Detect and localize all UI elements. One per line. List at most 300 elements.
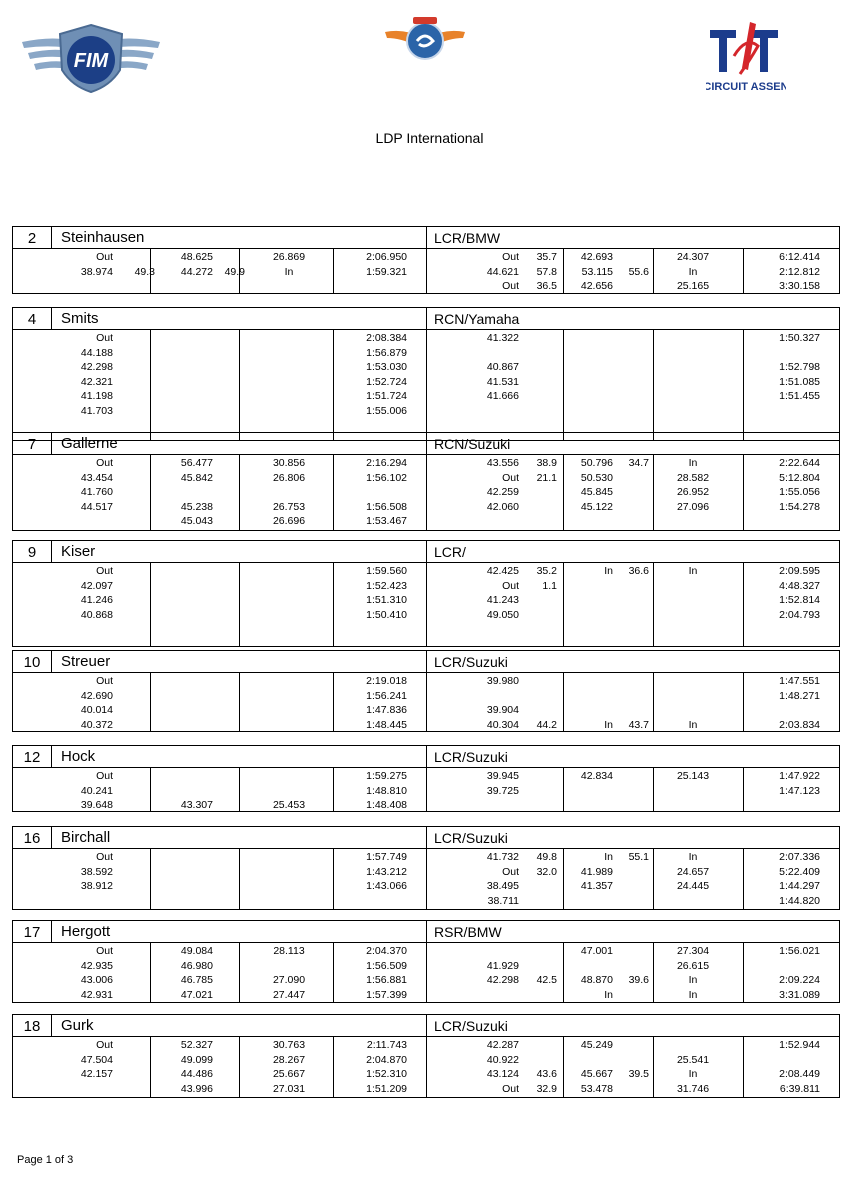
lap-cell: Out: [96, 675, 113, 687]
lap-cell: 1:56.879: [366, 346, 407, 359]
lap-cell: 28.267: [272, 1053, 306, 1066]
rider-number: 4: [13, 308, 52, 329]
lap-cell: 1:50.327: [779, 332, 820, 344]
lap-cell: 41.246: [80, 594, 113, 607]
lap-cell: 42.931: [80, 988, 113, 1001]
lap-cell: 1:57.399: [366, 988, 407, 1001]
lap-cell: 42.690: [80, 689, 113, 702]
page-title: LDP International: [375, 130, 484, 146]
lap-cell: 1:43.212: [366, 865, 407, 878]
lap-cell: In: [688, 1068, 698, 1081]
lap-cell: 1:57.749: [366, 851, 407, 863]
lap-cell: 42.834: [580, 770, 613, 782]
lap-cell: 42.5: [536, 974, 557, 987]
lap-cell: 25.143: [676, 770, 710, 782]
lap-cell: 47.504: [80, 1053, 113, 1066]
lap-cell: 55.6: [628, 265, 649, 278]
header-divider: [426, 921, 427, 942]
lap-cell: 2:11.743: [366, 1039, 407, 1051]
rider-header: [13, 308, 839, 330]
lap-cell: 1:52.798: [779, 361, 820, 374]
lap-cell: 42.298: [80, 361, 113, 374]
lap-row-right: [13, 608, 839, 622]
lap-table: [13, 1037, 839, 1097]
lap-cell: 42.157: [80, 1068, 113, 1081]
lap-row-right: [13, 718, 839, 732]
lap-cell: 42.656: [580, 280, 613, 293]
lap-cell: 3:31.089: [779, 988, 820, 1001]
rider-header: [13, 1015, 839, 1037]
lap-cell: 40.372: [80, 718, 113, 731]
lap-row-right: [13, 1082, 839, 1096]
rider-header: [13, 921, 839, 943]
lap-cell: 40.014: [80, 704, 113, 717]
lap-cell: 1:56.508: [366, 500, 407, 513]
lap-cell: 41.732: [486, 851, 519, 863]
lap-row-right: [13, 331, 839, 345]
rider-team: LCR/: [434, 544, 466, 560]
lap-cell: 43.6: [536, 1068, 557, 1081]
header-divider: [426, 433, 427, 454]
lap-cell: 32.9: [536, 1082, 557, 1095]
lap-cell: 1:56.509: [366, 959, 407, 972]
lap-cell: 38.912: [80, 880, 113, 893]
header-divider: [426, 541, 427, 562]
header-divider: [426, 1015, 427, 1036]
lap-table: [13, 249, 839, 293]
lap-cell: 25.165: [676, 280, 710, 293]
rider-name: Steinhausen: [61, 229, 145, 246]
header-divider: [426, 308, 427, 329]
lap-cell: 1:52.814: [779, 594, 820, 607]
lap-cell: 39.945: [486, 770, 519, 782]
lap-cell: 38.9: [536, 457, 557, 469]
lap-row-right: [13, 250, 839, 264]
rider-number: 9: [13, 541, 52, 562]
lap-cell: 39.980: [486, 675, 519, 687]
lap-row-right: [13, 579, 839, 593]
lap-row-right: [13, 850, 839, 864]
rider-team: LCR/BMW: [434, 230, 501, 246]
lap-cell: Out: [96, 457, 113, 469]
lap-cell: Out: [96, 770, 113, 782]
lap-row-right: [13, 346, 839, 360]
lap-cell: 45.043: [180, 515, 213, 528]
lap-cell: Out: [96, 565, 113, 577]
lap-cell: 35.2: [536, 565, 557, 577]
rider-header: [13, 433, 839, 455]
lap-cell: 44.272: [180, 265, 213, 278]
lap-cell: 1:44.297: [779, 880, 820, 893]
lap-cell: 34.7: [628, 457, 649, 469]
lap-cell: 1:48.271: [779, 689, 820, 702]
lap-cell: In: [604, 851, 613, 863]
lap-cell: Out: [502, 865, 519, 878]
lap-table: [13, 849, 839, 909]
lap-cell: 2:06.950: [366, 251, 407, 263]
lap-row-right: [13, 360, 839, 374]
lap-cell: In: [688, 718, 698, 731]
rider-number: 18: [13, 1015, 52, 1036]
lap-cell: 1:55.006: [366, 405, 407, 417]
header-divider: [426, 227, 427, 248]
rider-block: [12, 1014, 840, 1098]
lap-cell: Out: [502, 579, 519, 592]
lap-cell: 49.3: [134, 265, 155, 278]
lap-row-right: [13, 865, 839, 879]
lap-cell: 26.615: [676, 959, 710, 972]
lap-cell: 1:53.467: [366, 515, 407, 528]
lap-cell: 1:51.724: [366, 390, 407, 403]
lap-cell: 1:59.275: [366, 770, 407, 782]
lap-cell: 47.021: [180, 988, 213, 1001]
lap-cell: 40.867: [486, 361, 519, 374]
lap-cell: 45.238: [180, 500, 213, 513]
lap-cell: 49.050: [486, 608, 519, 621]
lap-row-right: [13, 456, 839, 470]
lap-table: [13, 673, 839, 731]
lap-cell: 43.996: [180, 1082, 213, 1095]
rider-name: Smits: [61, 310, 99, 327]
lap-cell: 45.249: [580, 1039, 613, 1051]
lap-cell: 28.582: [676, 471, 710, 484]
lap-cell: 49.8: [536, 851, 557, 863]
lap-cell: 2:03.834: [779, 718, 820, 731]
lap-cell: 45.122: [580, 500, 613, 513]
lap-cell: 42.321: [80, 375, 113, 388]
lap-cell: 24.445: [676, 880, 710, 893]
lap-cell: 1:52.944: [779, 1039, 820, 1051]
rider-name: Kiser: [61, 543, 96, 560]
rider-team: RCN/Yamaha: [434, 311, 520, 327]
lap-cell: In: [688, 457, 698, 469]
rider-team: LCR/Suzuki: [434, 749, 508, 765]
lap-cell: 56.477: [180, 457, 213, 469]
rider-header: [13, 541, 839, 563]
lap-cell: 1:52.724: [366, 375, 407, 388]
lap-cell: 32.0: [536, 865, 557, 878]
header-divider: [426, 746, 427, 767]
lap-cell: 25.453: [272, 799, 306, 812]
lap-cell: 38.711: [487, 894, 519, 907]
lap-cell: 40.922: [486, 1053, 519, 1066]
lap-cell: 1:47.922: [779, 770, 820, 782]
lap-cell: 43.124: [486, 1068, 519, 1081]
lap-cell: 2:08.384: [366, 332, 407, 344]
lap-cell: 1:48.445: [366, 718, 407, 731]
lap-cell: 42.935: [80, 959, 113, 972]
lap-cell: 41.666: [486, 390, 519, 403]
lap-cell: 1:48.408: [366, 799, 407, 812]
lap-row-left: [13, 404, 839, 418]
lap-cell: 5:12.804: [779, 471, 820, 484]
lap-cell: Out: [96, 851, 113, 863]
lap-row-right: [13, 894, 839, 908]
lap-row-right: [13, 689, 839, 703]
lap-row-right: [13, 375, 839, 389]
lap-cell: 40.241: [80, 784, 113, 797]
header-divider: [426, 827, 427, 848]
lap-cell: 38.974: [80, 265, 113, 278]
lap-cell: 1:55.056: [779, 486, 820, 499]
lap-cell: 44.486: [180, 1068, 213, 1081]
lap-cell: 1:47.123: [779, 784, 820, 797]
lap-cell: In: [688, 565, 698, 577]
lap-cell: 6:12.414: [779, 251, 820, 263]
lap-cell: 25.667: [272, 1068, 306, 1081]
lap-cell: Out: [96, 251, 113, 263]
lap-cell: 25.541: [676, 1053, 710, 1066]
rider-number: 16: [13, 827, 52, 848]
lap-cell: 27.304: [676, 945, 710, 957]
lap-cell: 47.001: [580, 945, 613, 957]
lap-row-left: [13, 798, 839, 812]
rider-block: [12, 432, 840, 531]
lap-cell: 4:48.327: [779, 579, 820, 592]
lap-cell: 1:56.881: [366, 974, 407, 987]
lap-cell: 41.198: [80, 390, 113, 403]
lap-cell: 44.621: [486, 265, 519, 278]
lap-cell: 1:56.102: [366, 471, 407, 484]
lap-cell: 2:22.644: [779, 457, 820, 469]
lap-cell: 1:47.836: [366, 704, 407, 717]
lap-cell: 24.657: [676, 865, 710, 878]
lap-cell: 46.785: [180, 974, 213, 987]
lap-row-right: [13, 703, 839, 717]
lap-row-right: [13, 769, 839, 783]
lap-cell: 28.113: [273, 945, 305, 957]
lap-cell: 1:43.066: [366, 880, 407, 893]
lap-cell: 1:48.810: [366, 784, 407, 797]
lap-row-right: [13, 1067, 839, 1081]
lap-table: [13, 330, 839, 440]
lap-cell: 2:04.870: [366, 1053, 407, 1066]
rider-block: [12, 745, 840, 812]
lap-cell: 1:52.423: [366, 579, 407, 592]
lap-cell: 41.760: [80, 486, 113, 499]
lap-cell: 2:09.595: [779, 565, 820, 577]
rider-name: Gallerne: [61, 435, 118, 452]
page-number: Page 1 of 3: [17, 1154, 74, 1166]
rider-team: LCR/Suzuki: [434, 830, 508, 846]
lap-cell: 26.806: [272, 471, 306, 484]
lap-cell: 41.531: [486, 375, 519, 388]
lap-cell: 42.693: [580, 251, 613, 263]
rider-number: 7: [13, 433, 52, 454]
rider-block: [12, 920, 840, 1003]
lap-row-right: [13, 973, 839, 987]
lap-cell: 43.307: [180, 799, 213, 812]
circuit-logo: [706, 16, 786, 102]
rider-team: RCN/Suzuki: [434, 436, 511, 452]
rider-name: Hergott: [61, 923, 111, 940]
lap-cell: 41.703: [80, 405, 113, 417]
rider-name: Hock: [61, 748, 96, 765]
lap-cell: Out: [96, 332, 113, 344]
lap-cell: 44.188: [80, 346, 113, 359]
lap-cell: 27.031: [272, 1082, 306, 1095]
lap-cell: 1:59.560: [366, 565, 407, 577]
lap-cell: 21.1: [536, 471, 557, 484]
lap-cell: 1:51.085: [779, 375, 820, 388]
lap-table: [13, 943, 839, 1002]
lap-cell: 49.084: [180, 945, 213, 957]
lap-cell: 46.980: [180, 959, 213, 972]
lap-table: [13, 455, 839, 530]
lap-cell: 42.060: [486, 500, 519, 513]
lap-cell: 27.090: [272, 974, 306, 987]
lap-row-right: [13, 959, 839, 973]
lap-cell: Out: [502, 280, 519, 293]
lap-cell: 2:19.018: [366, 675, 407, 687]
lap-cell: 41.322: [486, 332, 519, 344]
lap-row-right: [13, 784, 839, 798]
lap-row-right: [13, 944, 839, 958]
lap-cell: 43.556: [486, 457, 519, 469]
lap-cell: 38.592: [80, 865, 113, 878]
fim-logo: [20, 20, 162, 95]
fim-logo-text: FIM: [73, 50, 109, 72]
lap-row-right: [13, 879, 839, 893]
lap-cell: In: [604, 565, 613, 577]
lap-cell: Out: [96, 1039, 113, 1051]
rider-team: LCR/Suzuki: [434, 1018, 508, 1034]
lap-cell: Out: [502, 471, 519, 484]
lap-cell: 2:08.449: [779, 1068, 820, 1081]
lap-cell: In: [688, 851, 698, 863]
lap-cell: 48.870: [580, 974, 613, 987]
lap-cell: 26.696: [272, 515, 306, 528]
lap-cell: 49.099: [180, 1053, 213, 1066]
lap-cell: 42.259: [486, 486, 519, 499]
lap-cell: 40.304: [486, 718, 519, 731]
lap-cell: 27.096: [676, 500, 710, 513]
lap-cell: 2:04.370: [366, 945, 407, 957]
rider-block: [12, 650, 840, 732]
lap-cell: 6:39.811: [779, 1082, 820, 1095]
lap-cell: 1:51.310: [366, 594, 407, 607]
lap-cell: 45.667: [580, 1068, 613, 1081]
lap-cell: 53.115: [581, 265, 613, 278]
lap-cell: 27.447: [272, 988, 306, 1001]
lap-cell: 2:04.793: [779, 608, 820, 621]
lap-cell: In: [604, 718, 613, 731]
lap-cell: 2:07.336: [779, 851, 820, 863]
rider-header: [13, 651, 839, 673]
lap-cell: 2:12.812: [779, 265, 820, 278]
lap-row-right: [13, 471, 839, 485]
lap-cell: 35.7: [536, 251, 557, 263]
lap-cell: 55.1: [628, 851, 649, 863]
lap-cell: 1:53.030: [366, 361, 407, 374]
lap-cell: 30.856: [272, 457, 306, 469]
lap-row-right: [13, 279, 839, 293]
lap-cell: 40.868: [80, 608, 113, 621]
lap-cell: 41.989: [580, 865, 613, 878]
lap-cell: 30.763: [272, 1039, 306, 1051]
lap-row-right: [13, 389, 839, 403]
rider-name: Streuer: [61, 653, 111, 670]
lap-cell: 43.006: [80, 974, 113, 987]
lap-cell: 26.753: [272, 500, 306, 513]
lap-table: [13, 563, 839, 646]
lap-cell: 1:44.820: [779, 894, 820, 907]
lap-cell: 53.478: [580, 1082, 613, 1095]
rider-block: [12, 540, 840, 647]
lap-cell: 38.495: [486, 880, 519, 893]
rider-block: [12, 826, 840, 910]
lap-cell: Out: [96, 945, 113, 957]
lap-cell: 49.9: [224, 265, 245, 278]
rider-number: 2: [13, 227, 52, 248]
rider-number: 10: [13, 651, 52, 672]
lap-cell: 39.648: [80, 799, 113, 812]
lap-cell: 42.287: [486, 1039, 519, 1051]
lap-cell: 31.746: [676, 1082, 710, 1095]
lap-cell: 2:16.294: [366, 457, 407, 469]
lap-row-right: [13, 674, 839, 688]
lap-cell: 44.517: [80, 500, 113, 513]
lap-row-right: [13, 564, 839, 578]
lap-cell: Out: [502, 251, 519, 263]
lap-cell: 41.243: [486, 594, 519, 607]
lap-cell: 43.454: [80, 471, 113, 484]
header-divider: [426, 651, 427, 672]
lap-cell: 36.6: [628, 565, 649, 577]
lap-row-right: [13, 1038, 839, 1052]
lap-cell: 42.097: [80, 579, 113, 592]
rider-name: Birchall: [61, 829, 111, 846]
lap-cell: 39.5: [628, 1068, 649, 1081]
lap-row-right: [13, 485, 839, 499]
lap-cell: 39.6: [628, 974, 649, 987]
rider-header: [13, 827, 839, 849]
series-logo: [383, 14, 467, 66]
lap-cell: 45.845: [580, 486, 613, 499]
rider-team: LCR/Suzuki: [434, 654, 508, 670]
lap-cell: 44.2: [536, 718, 557, 731]
lap-cell: 36.5: [536, 280, 557, 293]
lap-table: [13, 768, 839, 811]
rider-header: [13, 746, 839, 768]
lap-cell: In: [688, 974, 698, 987]
lap-cell: In: [604, 988, 613, 1001]
lap-row-right: [13, 1053, 839, 1067]
rider-header: [13, 227, 839, 249]
rider-number: 12: [13, 746, 52, 767]
lap-row-right: [13, 988, 839, 1002]
lap-cell: 1:56.241: [366, 689, 407, 702]
lap-cell: 5:22.409: [779, 865, 820, 878]
lap-cell: 42.298: [486, 974, 519, 987]
lap-cell: 39.904: [486, 704, 519, 717]
lap-cell: 1:51.209: [366, 1082, 407, 1095]
lap-row-right: [13, 500, 839, 514]
lap-cell: 26.869: [272, 251, 306, 263]
rider-block: [12, 307, 840, 441]
rider-block: [12, 226, 840, 294]
lap-cell: 50.796: [580, 457, 613, 469]
lap-cell: 42.425: [486, 565, 519, 577]
lap-cell: 1:50.410: [366, 608, 407, 621]
lap-cell: 26.952: [676, 486, 710, 499]
lap-cell: 43.7: [628, 718, 649, 731]
lap-cell: 1.1: [542, 579, 557, 592]
lap-cell: 2:09.224: [779, 974, 820, 987]
lap-cell: 41.357: [580, 880, 613, 893]
lap-cell: 52.327: [180, 1039, 213, 1051]
lap-cell: In: [688, 265, 698, 278]
